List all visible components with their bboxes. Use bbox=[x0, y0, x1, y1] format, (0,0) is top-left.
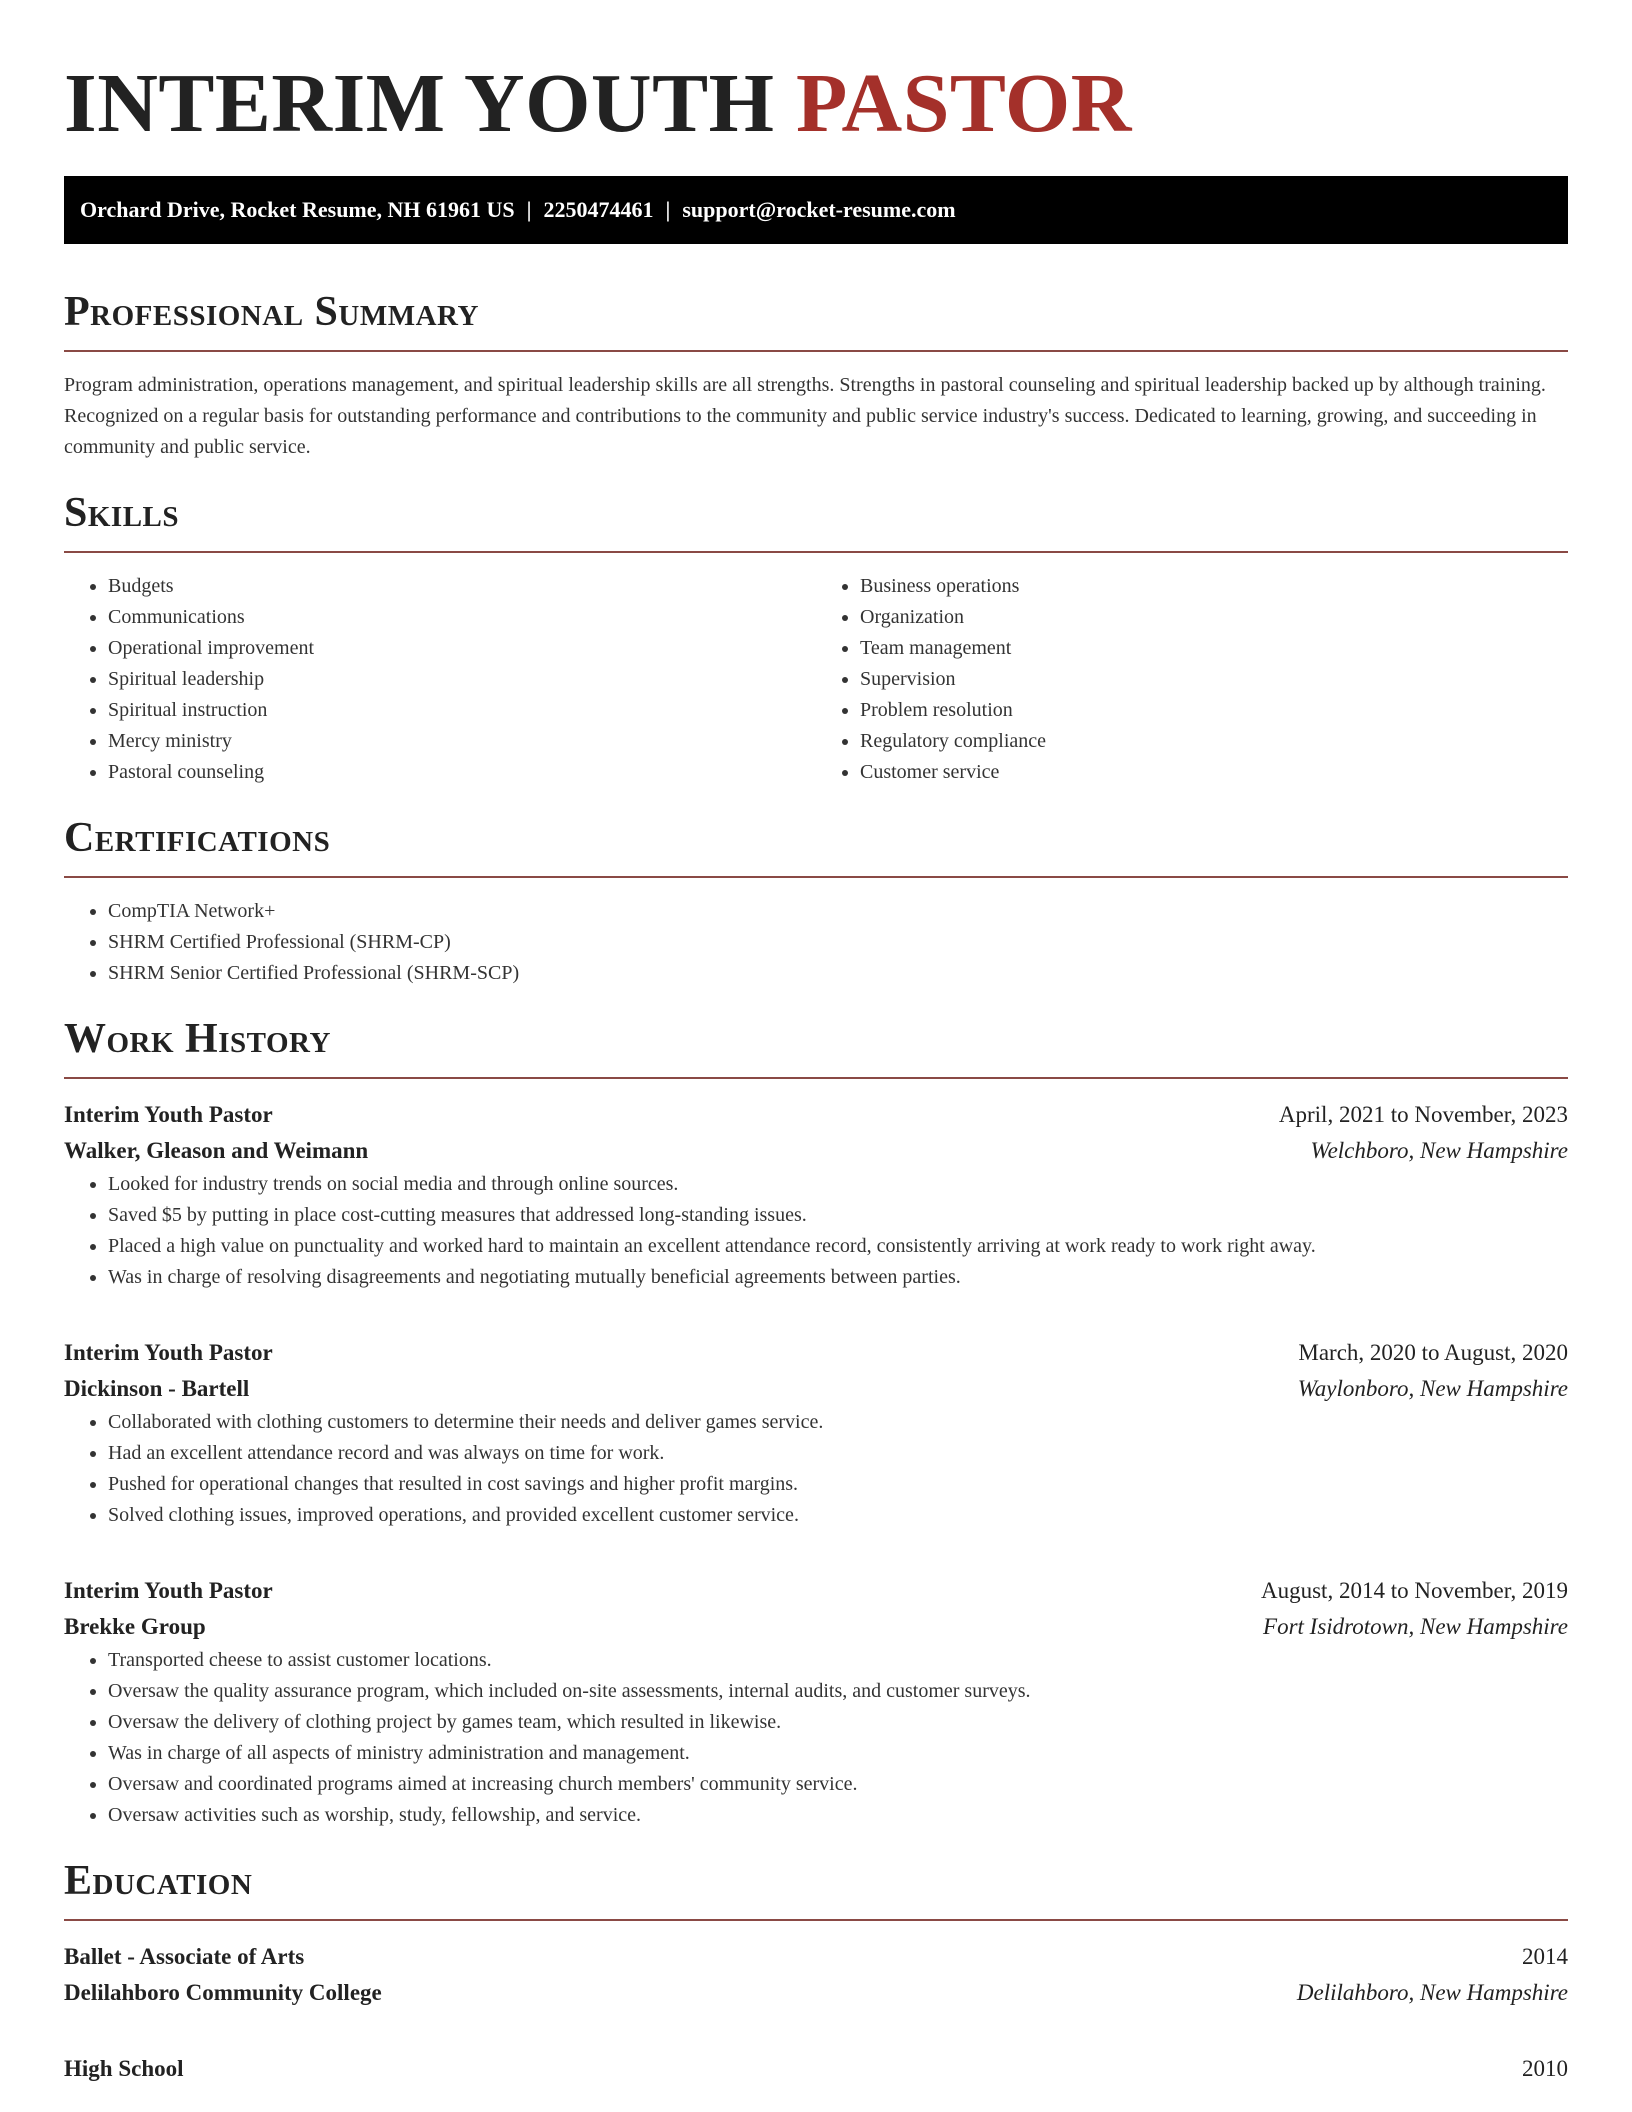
job-company-row bbox=[64, 1609, 1568, 1645]
job-bullet: • Looked for industry trends on social media and through online sources. bbox=[108, 1169, 1568, 1200]
job-bullets bbox=[64, 1645, 1568, 1831]
section-title-education: Education bbox=[64, 1858, 253, 1904]
education-school: Delilahboro Community College bbox=[64, 1980, 382, 2005]
summary-section bbox=[64, 288, 1568, 463]
job-entry bbox=[64, 1097, 1568, 1293]
contact-email: support@rocket-resume.com bbox=[682, 197, 956, 222]
certification-item: • CompTIA Network+ bbox=[108, 896, 1568, 927]
section-divider bbox=[64, 551, 1568, 553]
resume-name bbox=[64, 0, 1568, 176]
education-degree: Ballet - Associate of Arts bbox=[64, 1944, 305, 1969]
job-bullet: • Oversaw the delivery of clothing project by games team, which resulted in likewise. bbox=[108, 1707, 1568, 1738]
skill-item: • Mercy ministry bbox=[108, 726, 816, 757]
education-header-row bbox=[64, 1939, 1568, 1975]
contact-phone: 2250474461 bbox=[543, 197, 654, 222]
section-title-summary: Professional Summary bbox=[64, 289, 479, 335]
certification-item: • SHRM Senior Certified Professional (SHRM-SCP) bbox=[108, 958, 1568, 989]
job-bullet: • Was in charge of resolving disagreements and negotiating mutually beneficial agreements between parties. bbox=[108, 1262, 1568, 1293]
job-location: Welchboro, New Hampshire bbox=[1310, 1138, 1568, 1163]
certifications-list bbox=[64, 896, 1568, 989]
job-company-row bbox=[64, 1133, 1568, 1169]
education-location: Delilahboro, New Hampshire bbox=[1296, 1980, 1568, 2005]
job-company: Walker, Gleason and Weimann bbox=[64, 1138, 369, 1163]
section-title-certifications: Certifications bbox=[64, 815, 331, 861]
name-main: INTERIM YOUTH bbox=[64, 57, 775, 150]
job-bullet: • Pushed for operational changes that resulted in cost savings and higher profit margins. bbox=[108, 1469, 1568, 1500]
job-bullet: • Transported cheese to assist customer locations. bbox=[108, 1645, 1568, 1676]
section-divider bbox=[64, 1919, 1568, 1921]
section-divider bbox=[64, 876, 1568, 878]
skill-item: • Supervision bbox=[860, 664, 1568, 695]
job-role: Interim Youth Pastor bbox=[64, 1578, 273, 1603]
job-company: Brekke Group bbox=[64, 1614, 206, 1639]
job-dates: August, 2014 to November, 2019 bbox=[1261, 1578, 1568, 1603]
job-company-row bbox=[64, 1371, 1568, 1407]
job-header-row bbox=[64, 1097, 1568, 1133]
job-company: Dickinson - Bartell bbox=[64, 1376, 250, 1401]
job-bullet: • Had an excellent attendance record and was always on time for work. bbox=[108, 1438, 1568, 1469]
skill-item: • Communications bbox=[108, 602, 816, 633]
contact-bar bbox=[64, 176, 1568, 244]
education-year: 2014 bbox=[1522, 1944, 1568, 1969]
job-bullet: • Was in charge of all aspects of ministry administration and management. bbox=[108, 1738, 1568, 1769]
skills-list-left bbox=[64, 571, 816, 788]
skill-item: • Operational improvement bbox=[108, 633, 816, 664]
name-accent: PASTOR bbox=[795, 57, 1132, 150]
skill-item: • Regulatory compliance bbox=[860, 726, 1568, 757]
contact-separator: | bbox=[526, 197, 532, 222]
skills-section bbox=[64, 489, 1568, 788]
skill-item: • Spiritual instruction bbox=[108, 695, 816, 726]
skill-item: • Business operations bbox=[860, 571, 1568, 602]
job-entry bbox=[64, 1573, 1568, 1831]
work-history-section bbox=[64, 1015, 1568, 1831]
skill-item: • Spiritual leadership bbox=[108, 664, 816, 695]
education-entry bbox=[64, 1939, 1568, 2011]
job-bullets bbox=[64, 1169, 1568, 1293]
contact-separator: | bbox=[665, 197, 671, 222]
certifications-section bbox=[64, 814, 1568, 989]
education-year: 2010 bbox=[1522, 2056, 1568, 2081]
job-bullet: • Placed a high value on punctuality and worked hard to maintain an excellent attendance record, consistently arriving at work ready to work right away. bbox=[108, 1231, 1568, 1262]
skill-item: • Customer service bbox=[860, 757, 1568, 788]
job-dates: March, 2020 to August, 2020 bbox=[1298, 1340, 1568, 1365]
job-role: Interim Youth Pastor bbox=[64, 1340, 273, 1365]
job-bullet: • Oversaw and coordinated programs aimed at increasing church members' community service. bbox=[108, 1769, 1568, 1800]
certification-item: • SHRM Certified Professional (SHRM-CP) bbox=[108, 927, 1568, 958]
job-bullet: • Oversaw activities such as worship, study, fellowship, and service. bbox=[108, 1800, 1568, 1831]
job-location: Waylonboro, New Hampshire bbox=[1297, 1376, 1568, 1401]
job-location: Fort Isidrotown, New Hampshire bbox=[1263, 1614, 1568, 1639]
summary-text: Program administration, operations management, and spiritual leadership skills are all strengths. Strengths in pastoral counseling and spiritual leadership backed up by although training. Recognized on a regular basis for outstanding performance and contributions to the community and public service industry's success. Dedicated to learning, growing, and succeeding in community and public service. bbox=[64, 374, 1546, 458]
skill-item: • Budgets bbox=[108, 571, 816, 602]
skill-item: • Problem resolution bbox=[860, 695, 1568, 726]
job-header-row bbox=[64, 1335, 1568, 1371]
job-role: Interim Youth Pastor bbox=[64, 1102, 273, 1127]
skill-item: • Organization bbox=[860, 602, 1568, 633]
job-bullet: • Solved clothing issues, improved operations, and provided excellent customer service. bbox=[108, 1500, 1568, 1531]
section-divider bbox=[64, 350, 1568, 352]
skill-item: • Team management bbox=[860, 633, 1568, 664]
section-title-work-history: Work History bbox=[64, 1016, 331, 1062]
education-entry bbox=[64, 2051, 1568, 2087]
job-entry bbox=[64, 1335, 1568, 1531]
job-header-row bbox=[64, 1573, 1568, 1609]
education-section bbox=[64, 1857, 1568, 2087]
job-dates: April, 2021 to November, 2023 bbox=[1278, 1102, 1568, 1127]
job-bullet: • Saved $5 by putting in place cost-cutting measures that addressed long-standing issues. bbox=[108, 1200, 1568, 1231]
skills-grid bbox=[64, 571, 1568, 788]
section-title-skills: Skills bbox=[64, 490, 180, 536]
section-divider bbox=[64, 1077, 1568, 1079]
education-header-row bbox=[64, 2051, 1568, 2087]
education-school-row bbox=[64, 1975, 1568, 2011]
job-bullet: • Oversaw the quality assurance program, which included on-site assessments, internal audits, and customer surveys. bbox=[108, 1676, 1568, 1707]
skill-item: • Pastoral counseling bbox=[108, 757, 816, 788]
contact-address: Orchard Drive, Rocket Resume, NH 61961 US bbox=[80, 197, 515, 222]
education-degree: High School bbox=[64, 2056, 184, 2081]
job-bullet: • Collaborated with clothing customers to determine their needs and deliver games service. bbox=[108, 1407, 1568, 1438]
skills-list-right bbox=[816, 571, 1568, 788]
job-bullets bbox=[64, 1407, 1568, 1531]
